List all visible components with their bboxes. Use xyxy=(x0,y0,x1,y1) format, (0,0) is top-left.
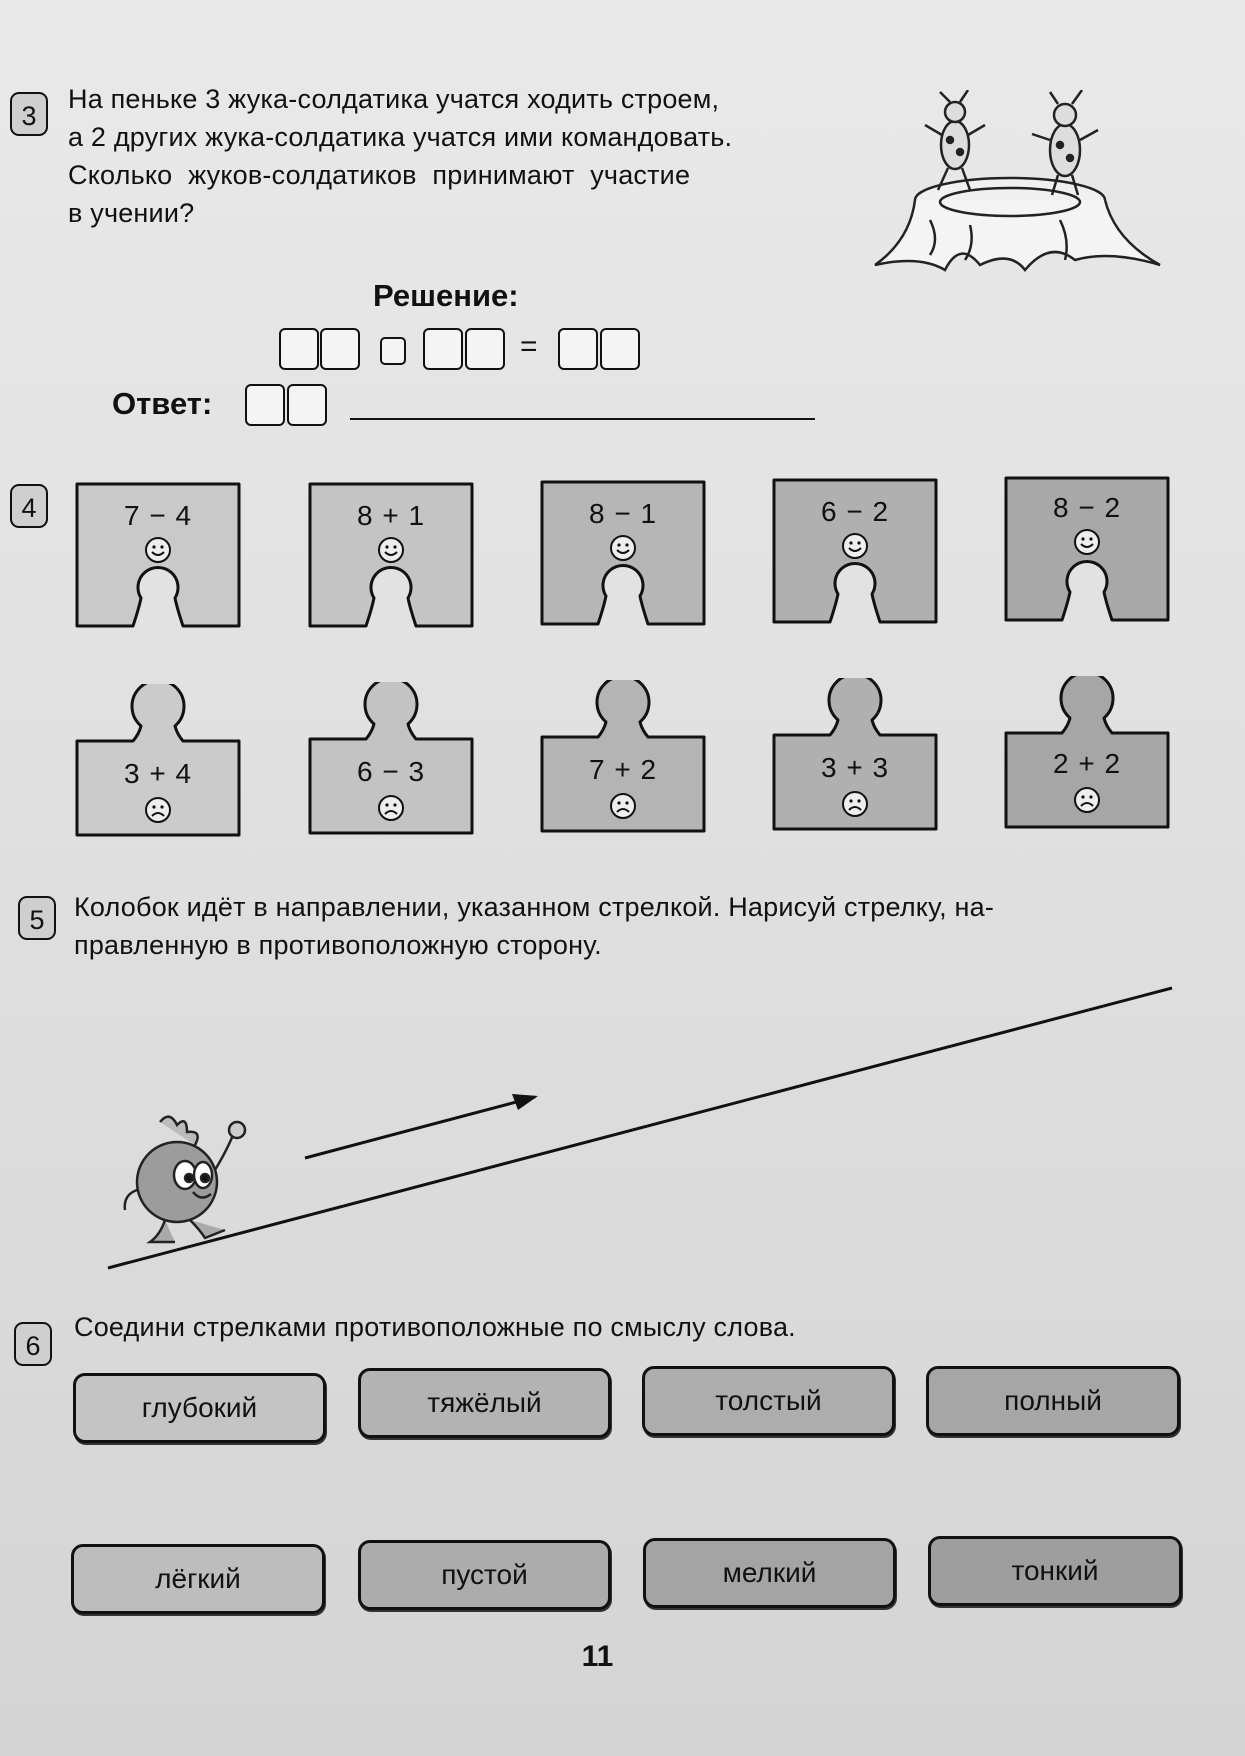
answer-digit-box[interactable] xyxy=(245,384,285,426)
puzzle-piece-bottom[interactable] xyxy=(770,678,940,833)
task3-line-3: Сколько жуков-солдатиков принимают участие xyxy=(68,160,691,190)
answer-digit-box[interactable] xyxy=(320,328,360,370)
puzzle-expression: 8 − 1 xyxy=(588,498,658,529)
answer-digit-box[interactable] xyxy=(279,328,319,370)
task3-text xyxy=(68,80,868,232)
puzzle-piece-top[interactable] xyxy=(770,476,940,626)
answer-digit-box[interactable] xyxy=(287,384,327,426)
task5-text xyxy=(74,888,1174,964)
puzzle-expression: 3 + 4 xyxy=(123,758,193,789)
task-number-badge: 6 xyxy=(14,1322,52,1366)
puzzle-piece-bottom[interactable] xyxy=(306,682,476,837)
kolobok-character-illustration xyxy=(115,1110,255,1250)
task5-line-2: правленную в противоположную сторону. xyxy=(74,930,602,960)
answer-digit-box[interactable] xyxy=(558,328,598,370)
puzzle-piece-bottom[interactable] xyxy=(538,680,708,835)
sad-face-icon xyxy=(1073,786,1101,814)
smile-icon xyxy=(609,534,637,562)
puzzle-piece-top[interactable] xyxy=(306,480,476,630)
word-card-bottom[interactable]: мелкий xyxy=(643,1538,896,1608)
word-card-bottom[interactable]: лёгкий xyxy=(71,1544,325,1614)
task-number-badge: 3 xyxy=(10,92,48,136)
puzzle-piece-bottom[interactable] xyxy=(1002,676,1172,831)
answer-digit-box[interactable] xyxy=(465,328,505,370)
puzzle-piece-top[interactable] xyxy=(538,478,708,628)
sad-face-icon xyxy=(144,796,172,824)
task6-text: Соедини стрелками противоположные по смыслу слова. xyxy=(74,1312,796,1342)
sad-face-icon xyxy=(377,794,405,822)
slope-line xyxy=(108,988,1172,1268)
task-number-badge: 4 xyxy=(10,484,48,528)
puzzle-expression: 8 + 1 xyxy=(356,500,426,531)
answer-digit-box[interactable] xyxy=(600,328,640,370)
puzzle-expression: 7 + 2 xyxy=(588,754,658,785)
smile-icon xyxy=(1073,528,1101,556)
task-number-badge: 5 xyxy=(18,896,56,940)
puzzle-expression: 6 − 2 xyxy=(820,496,890,527)
word-card-top[interactable]: глубокий xyxy=(73,1373,326,1443)
task3-line-1: На пеньке 3 жука-солдатика учатся ходить строем, xyxy=(68,84,720,114)
puzzle-expression: 3 + 3 xyxy=(820,752,890,783)
operator-box[interactable] xyxy=(380,337,406,365)
puzzle-expression: 2 + 2 xyxy=(1052,748,1122,779)
stump-with-beetles-illustration xyxy=(860,90,1180,310)
puzzle-expression: 8 − 2 xyxy=(1052,492,1122,523)
answer-line[interactable] xyxy=(350,418,815,420)
page-number: 11 xyxy=(581,1640,614,1673)
puzzle-piece-top[interactable] xyxy=(73,480,243,630)
word-card-bottom[interactable]: тонкий xyxy=(928,1536,1182,1606)
direction-arrow xyxy=(305,1097,535,1158)
arrow-head-icon xyxy=(512,1094,538,1110)
task5-line-1: Колобок идёт в направлении, указанном стрелкой. Нарисуй стрелку, на- xyxy=(74,892,995,922)
smile-icon xyxy=(377,536,405,564)
smile-icon xyxy=(841,532,869,560)
task3-line-4: в учении? xyxy=(68,198,195,228)
word-card-bottom[interactable]: пустой xyxy=(358,1540,611,1610)
puzzle-expression: 7 − 4 xyxy=(123,500,193,531)
smile-icon xyxy=(144,536,172,564)
puzzle-piece-bottom[interactable] xyxy=(73,684,243,839)
sad-face-icon xyxy=(609,792,637,820)
word-card-top[interactable]: толстый xyxy=(642,1366,895,1436)
puzzle-piece-top[interactable] xyxy=(1002,474,1172,624)
equals-sign: = xyxy=(520,330,538,363)
answer-label: Ответ: xyxy=(112,386,213,421)
solution-label: Решение: xyxy=(373,278,519,313)
word-card-top[interactable]: полный xyxy=(926,1366,1180,1436)
word-card-top[interactable]: тяжёлый xyxy=(358,1368,611,1438)
sad-face-icon xyxy=(841,790,869,818)
puzzle-expression: 6 − 3 xyxy=(356,756,426,787)
answer-digit-box[interactable] xyxy=(423,328,463,370)
task3-line-2: а 2 других жука-солдатика учатся ими командовать. xyxy=(68,122,733,152)
